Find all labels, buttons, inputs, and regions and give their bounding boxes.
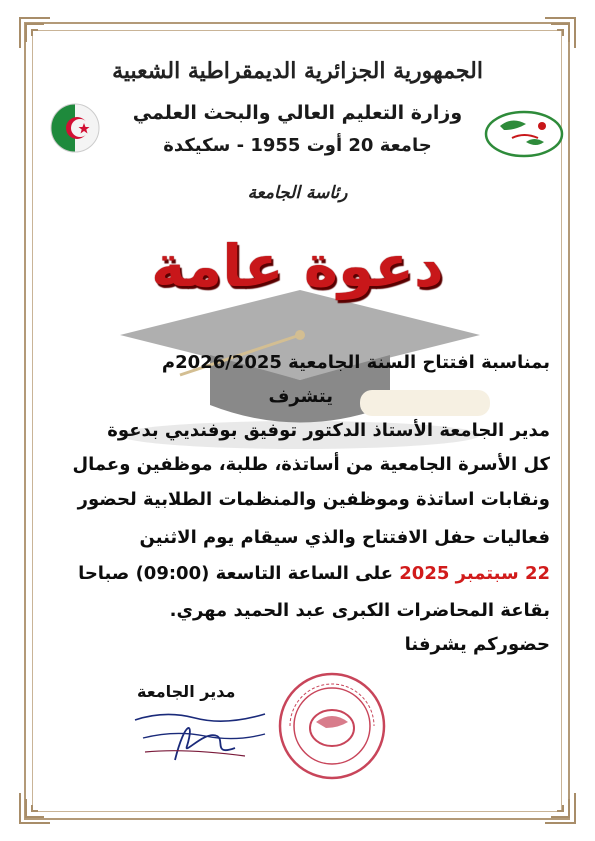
occasion-line: بمناسبة افتتاح السنة الجامعية 2026/2025م bbox=[161, 352, 550, 373]
corner-ornament-icon bbox=[18, 16, 52, 50]
closing-line: حضوركم يشرفنا bbox=[404, 634, 550, 655]
presidency-header: رئاسة الجامعة bbox=[247, 183, 348, 203]
date-time-line bbox=[30, 563, 550, 584]
unions-line: ونقابات اساتذة وموظفين والمنظمات الطلابية لحضور bbox=[77, 489, 550, 510]
algeria-flag-icon bbox=[49, 102, 101, 154]
corner-ornament-icon bbox=[18, 791, 52, 825]
event-date: 22 سبتمبر 2025 bbox=[399, 563, 550, 584]
university-stamp bbox=[276, 670, 388, 782]
event-time-prefix: على الساعة التاسعة bbox=[209, 563, 400, 584]
corner-ornament-icon bbox=[543, 791, 577, 825]
director-invites-line: مدير الجامعة الأستاذ الدكتور توفيق بوفنديي بدعوة bbox=[107, 420, 550, 441]
corner-ornament-icon bbox=[543, 16, 577, 50]
event-time-suffix: صباحا bbox=[78, 563, 136, 584]
audience-line: كل الأسرة الجامعية من أساتذة، طلبة، موظفين وعمال bbox=[72, 454, 550, 475]
ceremony-line: فعاليات حفل الافتتاح والذي سيقام يوم الاثنين bbox=[139, 527, 550, 548]
invitation-title: دعوة عامة bbox=[151, 232, 444, 300]
honored-line: يتشرف bbox=[268, 386, 333, 407]
venue-line: بقاعة المحاضرات الكبرى عبد الحميد مهري. bbox=[169, 600, 550, 621]
republic-header: الجمهورية الجزائرية الديمقراطية الشعبية bbox=[112, 58, 483, 84]
event-time: (09:00) bbox=[135, 563, 210, 584]
handwritten-signature bbox=[125, 690, 275, 770]
university-header: جامعة 20 أوت 1955 - سكيكدة bbox=[163, 135, 432, 156]
university-logo bbox=[482, 108, 566, 160]
ministry-header: وزارة التعليم العالي والبحث العلمي bbox=[132, 102, 463, 124]
signatory-title: مدير الجامعة bbox=[137, 682, 236, 701]
